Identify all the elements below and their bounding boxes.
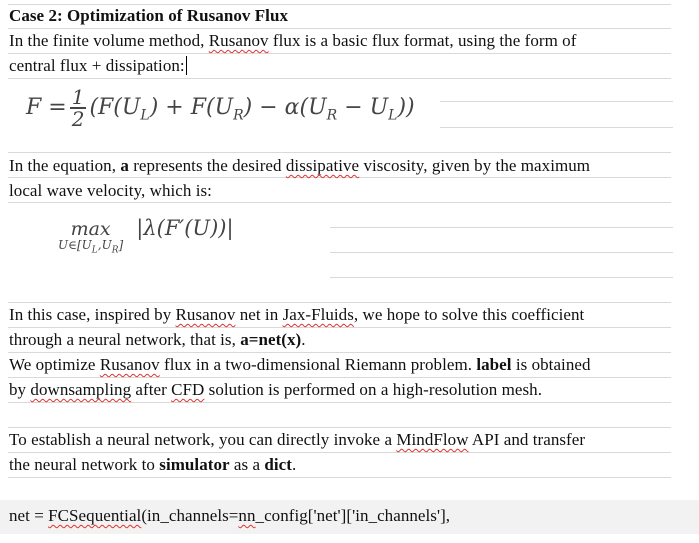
max-wave-speed-equation bbox=[58, 216, 234, 257]
spellcheck-word[interactable]: MindFlow bbox=[396, 430, 469, 449]
max-operator bbox=[58, 220, 123, 257]
text-run: label bbox=[476, 355, 512, 374]
text-run: . bbox=[291, 455, 297, 474]
text-run: a=net(x) bbox=[240, 330, 302, 349]
text-run: through a neural network, that is, bbox=[9, 330, 241, 349]
text-run: the neural network to bbox=[9, 455, 160, 474]
text-run: as a bbox=[229, 455, 265, 474]
text-cursor bbox=[186, 56, 187, 75]
spellcheck-word[interactable]: dissipative bbox=[285, 156, 360, 175]
paragraph-line bbox=[9, 181, 212, 201]
subscript-text: ,U bbox=[97, 238, 112, 252]
fraction-numerator: 1 bbox=[71, 85, 85, 109]
ruled-line bbox=[8, 78, 671, 79]
paragraph-line bbox=[9, 330, 306, 350]
paragraph-line bbox=[9, 305, 584, 325]
ruled-line bbox=[8, 177, 671, 178]
text-run: net in bbox=[235, 305, 283, 324]
ruled-line bbox=[8, 377, 671, 378]
ruled-line bbox=[8, 53, 671, 54]
spellcheck-word[interactable]: CFD bbox=[171, 380, 205, 399]
ruled-line bbox=[8, 4, 671, 5]
ruled-line bbox=[330, 252, 673, 253]
fraction bbox=[70, 87, 87, 129]
subscript: L bbox=[140, 107, 150, 124]
text-run: central flux + dissipation: bbox=[9, 56, 185, 75]
subscript-text: ] bbox=[118, 238, 124, 252]
rusanov-flux-equation bbox=[26, 84, 415, 139]
max-label: max bbox=[70, 218, 111, 240]
eq-term: )) bbox=[397, 95, 415, 120]
text-run: local wave velocity, which is: bbox=[9, 181, 212, 200]
text-run: dict bbox=[264, 455, 292, 474]
text-run: flux in a two-dimensional Riemann problem. bbox=[159, 355, 477, 374]
code-run: (in_channels= bbox=[141, 506, 239, 525]
text-run: , we hope to solve this coefficient bbox=[353, 305, 585, 324]
ruled-line bbox=[8, 427, 671, 428]
text-run: We optimize bbox=[9, 355, 100, 374]
ruled-line bbox=[330, 227, 673, 228]
text-run: viscosity, given by the maximum bbox=[359, 156, 591, 175]
code-run: _config['net']['in_channels'], bbox=[255, 506, 451, 525]
paragraph-line bbox=[9, 31, 576, 51]
ruled-line bbox=[8, 352, 671, 353]
ruled-line bbox=[8, 28, 671, 29]
text-run: after bbox=[131, 380, 172, 399]
text-run: In this case, inspired by bbox=[9, 305, 176, 324]
subscript: L bbox=[388, 107, 398, 124]
text-run: flux is a basic flux format, using the form of bbox=[268, 31, 577, 50]
spellcheck-word[interactable]: Rusanov bbox=[99, 355, 160, 374]
ruled-line bbox=[440, 127, 673, 128]
ruled-line bbox=[440, 101, 673, 102]
spellcheck-word[interactable]: Rusanov bbox=[208, 31, 269, 50]
text-run: is obtained bbox=[511, 355, 591, 374]
eq-lhs: F = bbox=[26, 95, 67, 120]
paragraph-line bbox=[9, 430, 585, 450]
text-run: by bbox=[9, 380, 31, 399]
ruled-line bbox=[330, 277, 673, 278]
text-run: solution is performed on a high-resolution mesh. bbox=[204, 380, 543, 399]
fraction-denominator: 2 bbox=[71, 107, 85, 131]
ruled-line bbox=[8, 402, 671, 403]
spellcheck-word[interactable]: nn bbox=[238, 506, 256, 525]
eq-term: − U bbox=[337, 95, 389, 120]
heading-text: Case 2: Optimization of Rusanov Flux bbox=[9, 6, 289, 25]
text-run: API and transfer bbox=[468, 430, 586, 449]
text-run: a bbox=[120, 156, 129, 175]
subscript-text: U∈[U bbox=[58, 238, 92, 252]
ruled-line bbox=[8, 452, 671, 453]
code-run: net = bbox=[9, 506, 49, 525]
paragraph-line bbox=[9, 355, 591, 375]
spellcheck-word[interactable]: Rusanov bbox=[175, 305, 236, 324]
subscript: L bbox=[91, 245, 98, 256]
text-run: simulator bbox=[159, 455, 230, 474]
code-line bbox=[9, 506, 450, 526]
eq-term: (F(U bbox=[89, 95, 141, 120]
text-run: represents the desired bbox=[128, 156, 286, 175]
section-heading bbox=[9, 6, 288, 26]
ruled-line bbox=[8, 327, 671, 328]
spellcheck-word[interactable]: Jax-Fluids bbox=[282, 305, 354, 324]
subscript: R bbox=[326, 107, 338, 124]
subscript: R bbox=[233, 107, 244, 124]
eq-term: ) + F(U bbox=[149, 95, 234, 120]
text-run: In the equation, bbox=[9, 156, 121, 175]
max-subscript bbox=[58, 238, 123, 257]
paragraph-line bbox=[9, 455, 296, 475]
text-run: . bbox=[301, 330, 306, 349]
spellcheck-word[interactable]: downsampling bbox=[30, 380, 132, 399]
spellcheck-word[interactable]: FCSequential bbox=[48, 506, 142, 525]
ruled-line bbox=[8, 302, 671, 303]
ruled-line bbox=[8, 202, 671, 203]
ruled-line bbox=[8, 477, 671, 478]
subscript: R bbox=[111, 245, 119, 256]
ruled-line bbox=[8, 152, 671, 153]
eq-term: ) − α(U bbox=[243, 95, 327, 120]
eq-expression: |λ(F′(U))| bbox=[136, 216, 234, 240]
paragraph-line bbox=[9, 156, 590, 176]
paragraph-line bbox=[9, 380, 542, 400]
text-run: In the finite volume method, bbox=[9, 31, 209, 50]
paragraph-line bbox=[9, 56, 187, 76]
text-run: To establish a neural network, you can directly invoke a bbox=[9, 430, 397, 449]
